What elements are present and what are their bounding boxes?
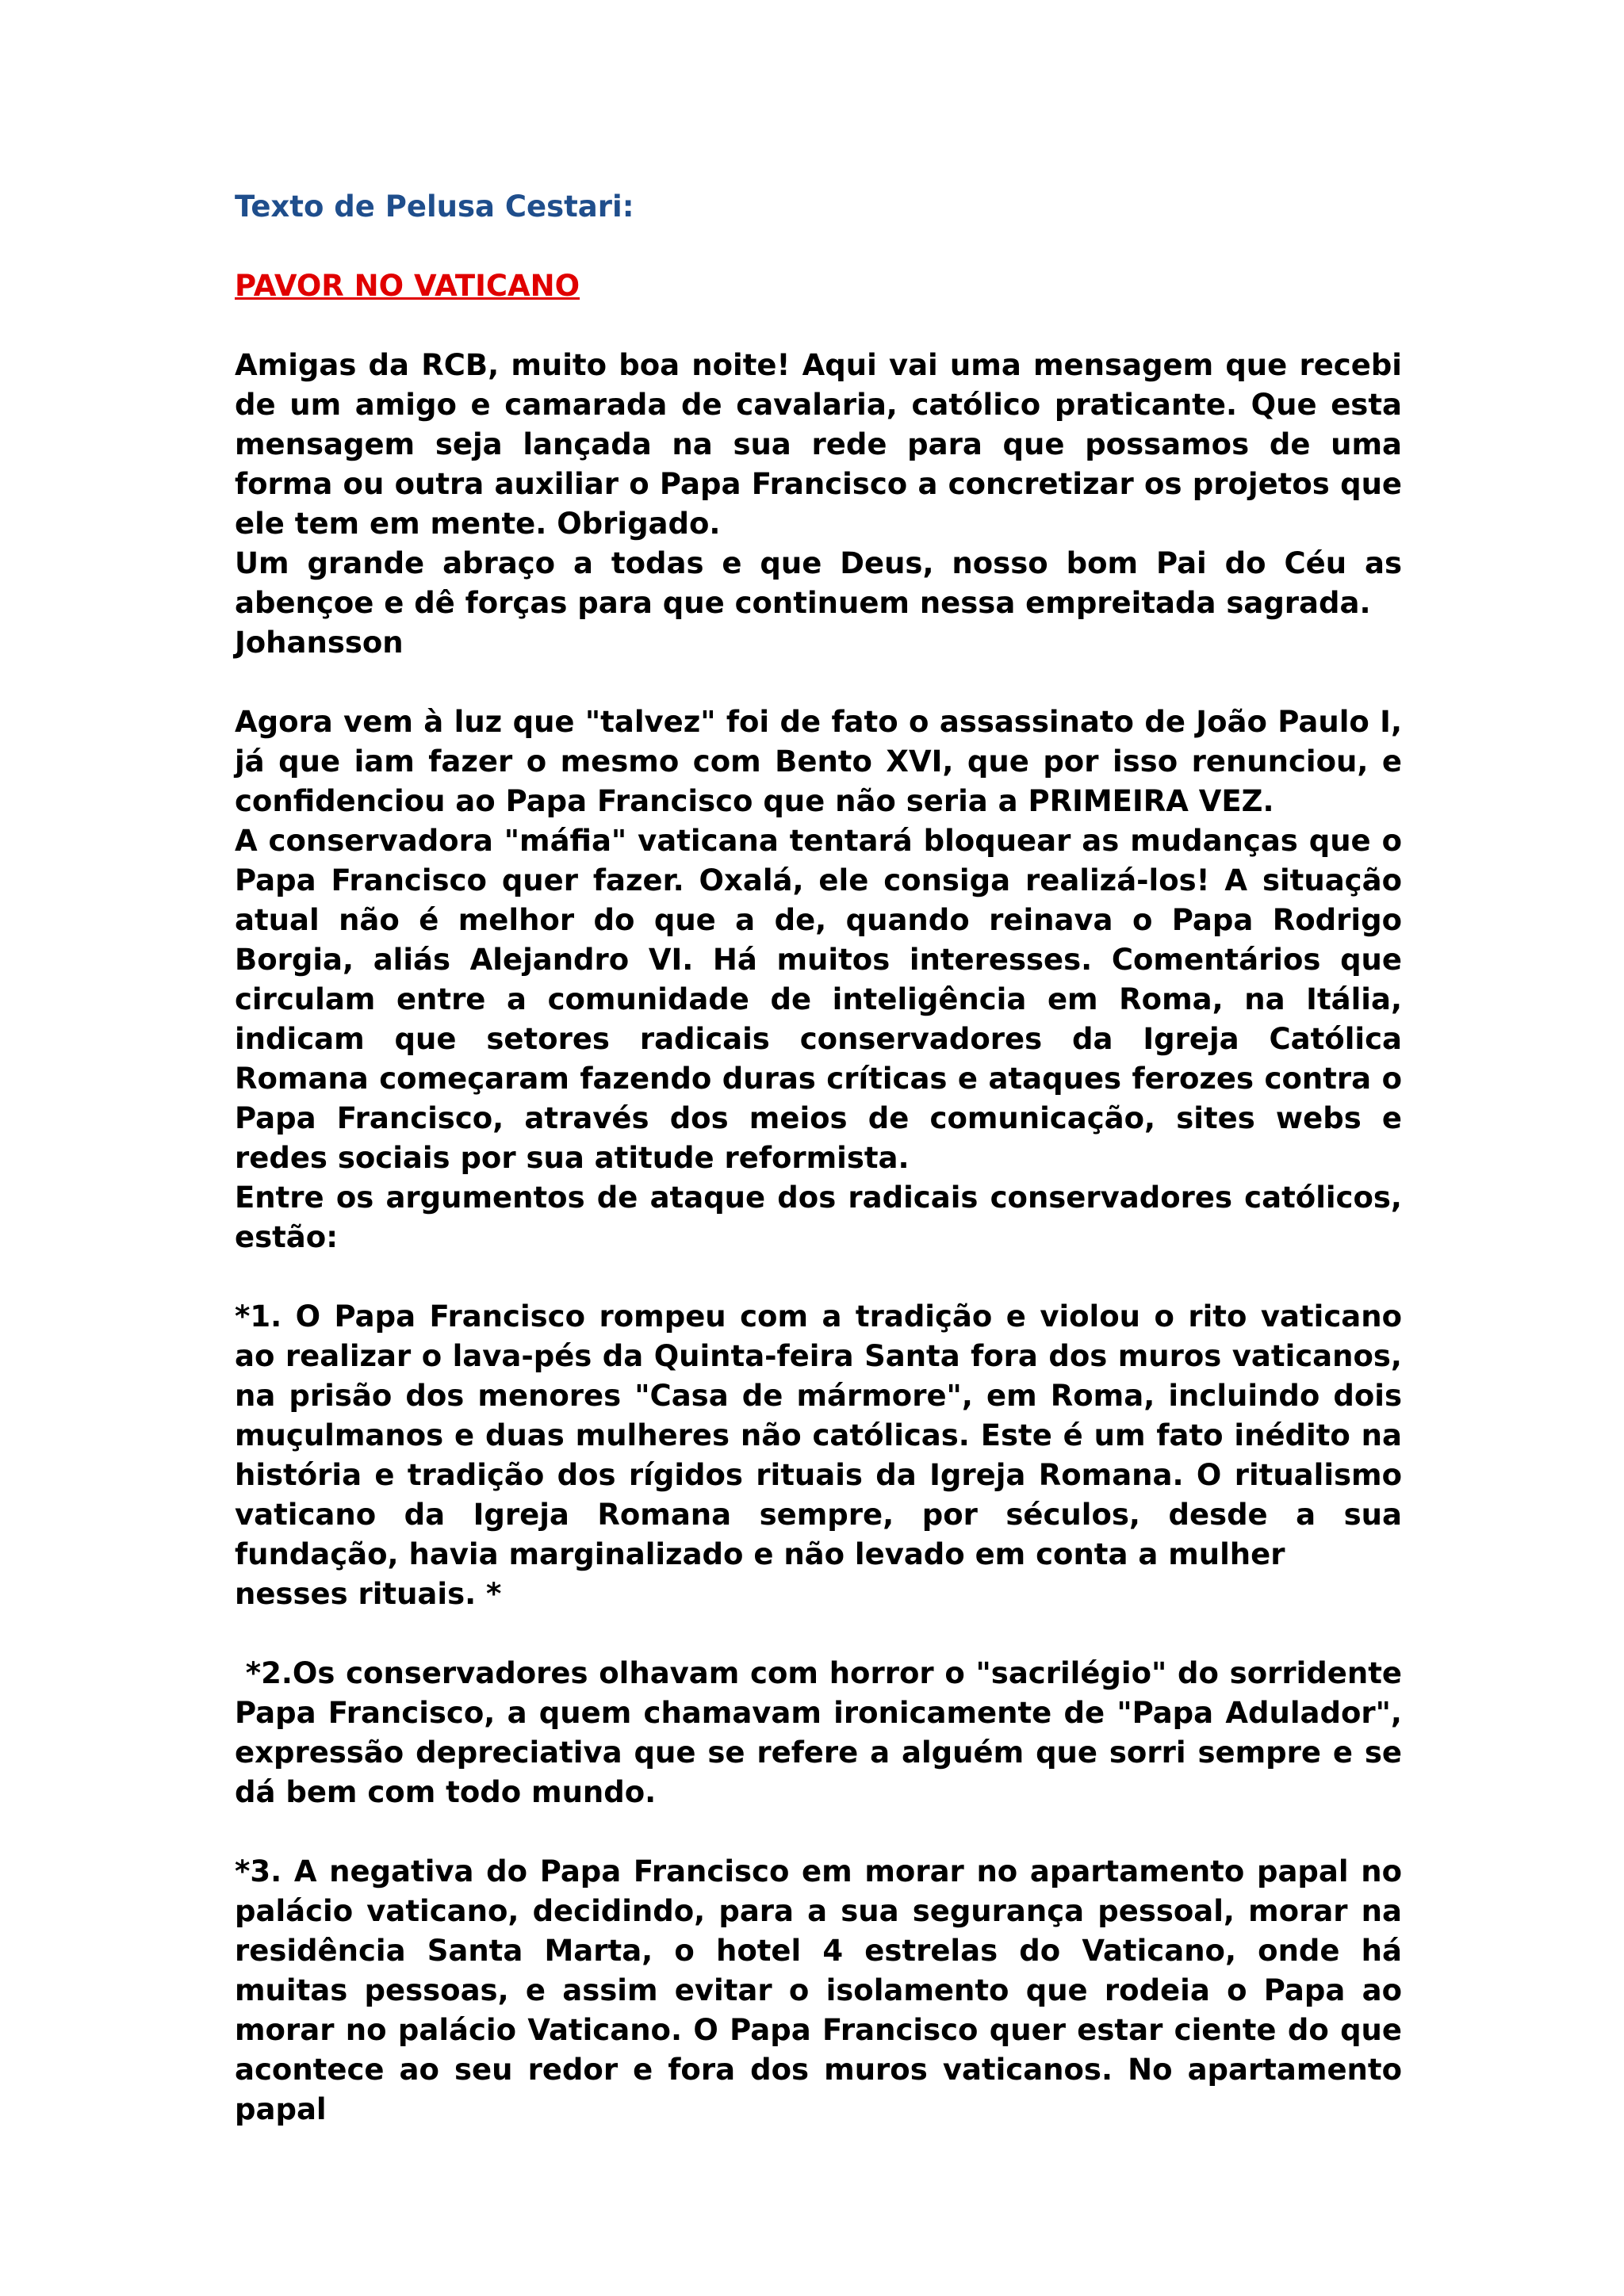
main-section xyxy=(235,702,1402,1257)
main-paragraph-3: Entre os argumentos de ataque dos radicais conservadores católicos, estão: xyxy=(235,1181,1402,1254)
document-body xyxy=(235,187,1412,2169)
point-2 xyxy=(235,1654,1412,1812)
point-2-text: *2.Os conservadores olhavam com horror o "sacrilégio" do sorridente Papa Francisco, a quem chamavam ironicamente de "Papa Adulador", expressão depreciativa que se refere a alguém que sorri sempre e se dá bem com todo mundo. xyxy=(235,1656,1412,1809)
main-paragraph-2: A conservadora "máfia" vaticana tentará bloquear as mudanças que o Papa Francisco quer fazer. Oxalá, ele consiga realizá-los! A situação atual não é melhor do que a de, quando reinava o Papa Rodrigo Borgia, aliás Alejandro VI. Há muitos interesses. Comentários que circulam entre a comunidade de inteligência em Roma, na Itália, indicam que setores radicais conservadores da Igreja Católica Romana começaram fazendo duras críticas e ataques ferozes contra o Papa Francisco, através dos meios de comunicação, sites webs e redes sociais por sua atitude reformista. xyxy=(235,824,1402,1175)
blessing-paragraph: Um grande abraço a todas e que Deus, nosso bom Pai do Céu as abençoe e dê forças para que continuem nessa empreitada sagrada. xyxy=(235,546,1402,620)
point-1-text: *1. O Papa Francisco rompeu com a tradição e violou o rito vaticano ao realizar o lava-pés da Quinta-feira Santa fora dos muros vaticanos, na prisão dos menores "Casa de mármore", em Roma, incluindo dois muçulmanos e duas mulheres não católicas. Este é um fato inédito na história e tradição dos rígidos rituais da Igreja Romana. O ritualismo vaticano da Igreja Romana sempre, por séculos, desde a sua fundação, havia marginalizado e não levado em conta a mulher xyxy=(235,1299,1402,1571)
point-3 xyxy=(235,1852,1402,2130)
point-1 xyxy=(235,1297,1402,1614)
author-line: Texto de Pelusa Cestari: xyxy=(235,189,634,224)
intro-paragraph: Amigas da RCB, muito boa noite! Aqui vai uma mensagem que recebi de um amigo e camarada de cavalaria, católico praticante. Que esta mensagem seja lançada na sua rede para que possamos de uma forma ou outra auxiliar o Papa Francisco a concretizar os projetos que ele tem em mente. Obrigado. xyxy=(235,348,1402,541)
intro-section xyxy=(235,346,1402,663)
point-3-text: *3. A negativa do Papa Francisco em morar no apartamento papal no palácio vaticano, decidindo, para a sua segurança pessoal, morar na residência Santa Marta, o hotel 4 estrelas do Vaticano, onde há muitas pessoas, e assim evitar o isolamento que rodeia o Papa ao morar no palácio Vaticano. O Papa Francisco quer estar ciente do que acontece ao seu redor e fora dos muros vaticanos. No apartamento papal xyxy=(235,1854,1402,2126)
main-paragraph-1: Agora vem à luz que "talvez" foi de fato o assassinato de João Paulo I, já que iam fazer o mesmo com Bento XVI, que por isso renunciou, e confidenciou ao Papa Francisco que não seria a PRIMEIRA VEZ. xyxy=(235,705,1402,818)
point-1-tail: nesses rituais. * xyxy=(235,1577,502,1611)
signature: Johansson xyxy=(235,626,404,660)
document-title: PAVOR NO VATICANO xyxy=(235,269,580,303)
